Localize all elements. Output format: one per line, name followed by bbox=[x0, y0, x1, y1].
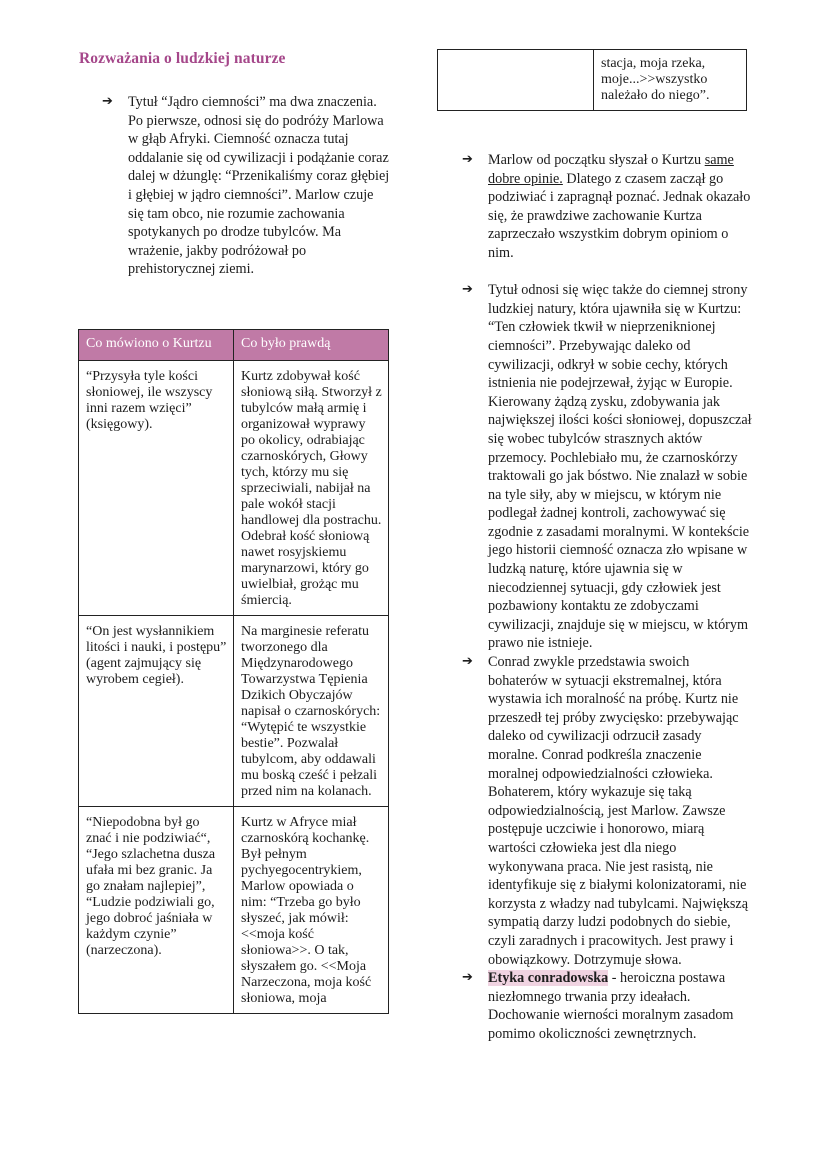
arrow-right-icon: ➔ bbox=[462, 654, 473, 670]
bullet-text: Conrad zwykle przedstawia swoich bohaterów w sytuacji ekstremalnej, która wystawia ich moralność na próbę. Kurtz nie przeszedł tej próby zwycięsko: przebywając daleko od cywilizacji odrzucił zasady moralne. Conrad podkreśla znaczenie moralnej odpowiedzialności człowieka. Bohaterem, który wykazuje się taką odpowiedzialnością, jest Marlow. Zawsze postępuje uczciwie i honorowo, miarą wartości człowieka jest dla niego wykonywana praca. Nie jest rasistą, nie identyfikuje się z białymi kolonizatorami, nie korzysta z władzy nad tubylcami. Największą sympatią darzy ludzi podobnych do siebie, czyli zaradnych i pracowitych. Jest prawy i obowiązkowy. Dotrzymuje słowa. bbox=[488, 654, 749, 968]
table-cell-said: “On jest wysłannikiem litości i nauki, i postępu” (agent zajmujący się wyrobem cegieł). bbox=[79, 616, 234, 807]
table-row bbox=[438, 50, 747, 111]
arrow-right-icon: ➔ bbox=[462, 282, 473, 298]
kurtz-table-continuation bbox=[437, 49, 747, 111]
list-item bbox=[440, 151, 752, 263]
list-item bbox=[440, 969, 752, 1043]
table-header-truth: Co było prawdą bbox=[234, 330, 389, 361]
table-header-said: Co mówiono o Kurtzu bbox=[79, 330, 234, 361]
intro-text: Tytuł “Jądro ciemności” ma dwa znaczenia. Po pierwsze, odnosi się do podróży Marlowa w głąb Afryki. Ciemność oznacza tutaj oddalanie się od cywilizacji i podążanie coraz dalej w dżunglę: “Przenikaliśmy coraz głębiej i głębiej w jądro ciemności”. Marlow czuje się tam obco, nie rozumie zachowania spotykanych po drodze tubylców. Ma wrażenie, jakby podróżował po prehistorycznej ziemi. bbox=[128, 94, 390, 278]
arrow-right-icon: ➔ bbox=[462, 152, 473, 167]
table-row bbox=[79, 807, 389, 1014]
table-header-row bbox=[79, 330, 389, 361]
underlined-text: same dobre opinie. bbox=[488, 152, 734, 187]
table-cell-truth: stacja, moja rzeka, moje...>>wszystko należało do niego”. bbox=[594, 50, 747, 111]
table-row bbox=[79, 616, 389, 807]
kurtz-comparison-table bbox=[78, 329, 389, 1014]
table-cell-said bbox=[438, 50, 594, 111]
bullet-text: Tytuł odnosi się więc także do ciemnej strony ludzkiej natury, która ujawniła się w Kurtzu: “Ten człowiek tkwił w nieprzeniknionej ciemności”. Przebywając daleko od cywilizacji, odkrył w sobie cechy, których istnienia nie podejrzewał, żyjąc w Europie. Kierowany żądzą zysku, zdobywania jak największej ilości kości słoniowej, dopuszczał się wobec tubylców strasznych aktów przemocy. Pochlebiało mu, że czarnoskórzy traktowali go jak bóstwo. Nie znalazł w sobie na tyle siły, aby w miejscu, w którym nie podlegał żadnej kontroli, zachowywać się zgodnie z zasadami moralnymi. W kontekście jego historii ciemność oznacza zło wpisane w ludzką naturę, które ujawnia się w niecodziennej sytuacji, gdy człowiek jest pozbawiony kontaktu ze zdobyczami cywilizacji, znajduje się w miejscu, w którym prawo nie istnieje. bbox=[488, 282, 752, 652]
conclusions-list bbox=[440, 151, 752, 1044]
table-cell-truth: Kurtz w Afryce miał czarnoskórą kochankę. Był pełnym pychyegocentrykiem, Marlow opowiada o nim: “Trzeba go było słyszeć, jak mówił: <<moja kość słoniowa>>. O tak, słyszałem go. <<Moja Narzeczona, moja kość słoniowa, moja bbox=[234, 807, 389, 1014]
intro-list bbox=[80, 93, 390, 279]
arrow-right-icon: ➔ bbox=[462, 970, 473, 986]
page-title: Rozważania o ludzkiej naturze bbox=[79, 50, 286, 67]
table-row bbox=[79, 361, 389, 616]
highlighted-term: Etyka conradowska bbox=[488, 970, 609, 987]
table-cell-truth: Na marginesie referatu tworzonego dla Międzynarodowego Towarzystwa Tępienia Dzikich Obyczajów napisał o czarnoskórych: “Wytępić te wszystkie bestie”. Pozwalał tubylcom, aby oddawali mu boską cześć i pełzali przed nim na kolanach. bbox=[234, 616, 389, 807]
list-item bbox=[80, 93, 390, 279]
arrow-right-icon: ➔ bbox=[102, 94, 113, 109]
table-cell-said: “Niepodobna był go znać i nie podziwiać“, “Jego szlachetna dusza ufała mi bez granic. Ja go znałam najlepiej”, “Ludzie podziwiali go, jego dobroć jaśniała w każdym czynie” (narzeczona). bbox=[79, 807, 234, 1014]
table-cell-said: “Przysyła tyle kości słoniowej, ile wszyscy inni razem wzięci” (księgowy). bbox=[79, 361, 234, 616]
list-item bbox=[440, 653, 752, 969]
table-cell-truth: Kurtz zdobywał kość słoniową siłą. Stworzył z tubylców małą armię i organizował wyprawy po okolicy, odrabiając czarnoskórych, Głowy tych, którzy mu się sprzeciwiali, nabijał na pale wokół stacji handlowej dla postrachu. Odebrał kość słoniową nawet rosyjskiemu marynarzowi, który go uwielbiał, grożąc mu śmiercią. bbox=[234, 361, 389, 616]
bullet-text: Dlatego z czasem zaczął go podziwiać i zapragnął poznać. Jednak okazało się, że prawdziwe zachowanie Kurtza zaprzeczało wszystkim dobrym opiniom o nim. bbox=[488, 170, 751, 261]
list-item bbox=[440, 281, 752, 653]
bullet-text: Marlow od początku słyszał o Kurtzu bbox=[488, 152, 705, 168]
bullet-text: - heroiczna postawa niezłomnego trwania przy ideałach. Dochowanie wierności moralnym zasadom pomimo okoliczności zewnętrznych. bbox=[488, 970, 734, 1042]
